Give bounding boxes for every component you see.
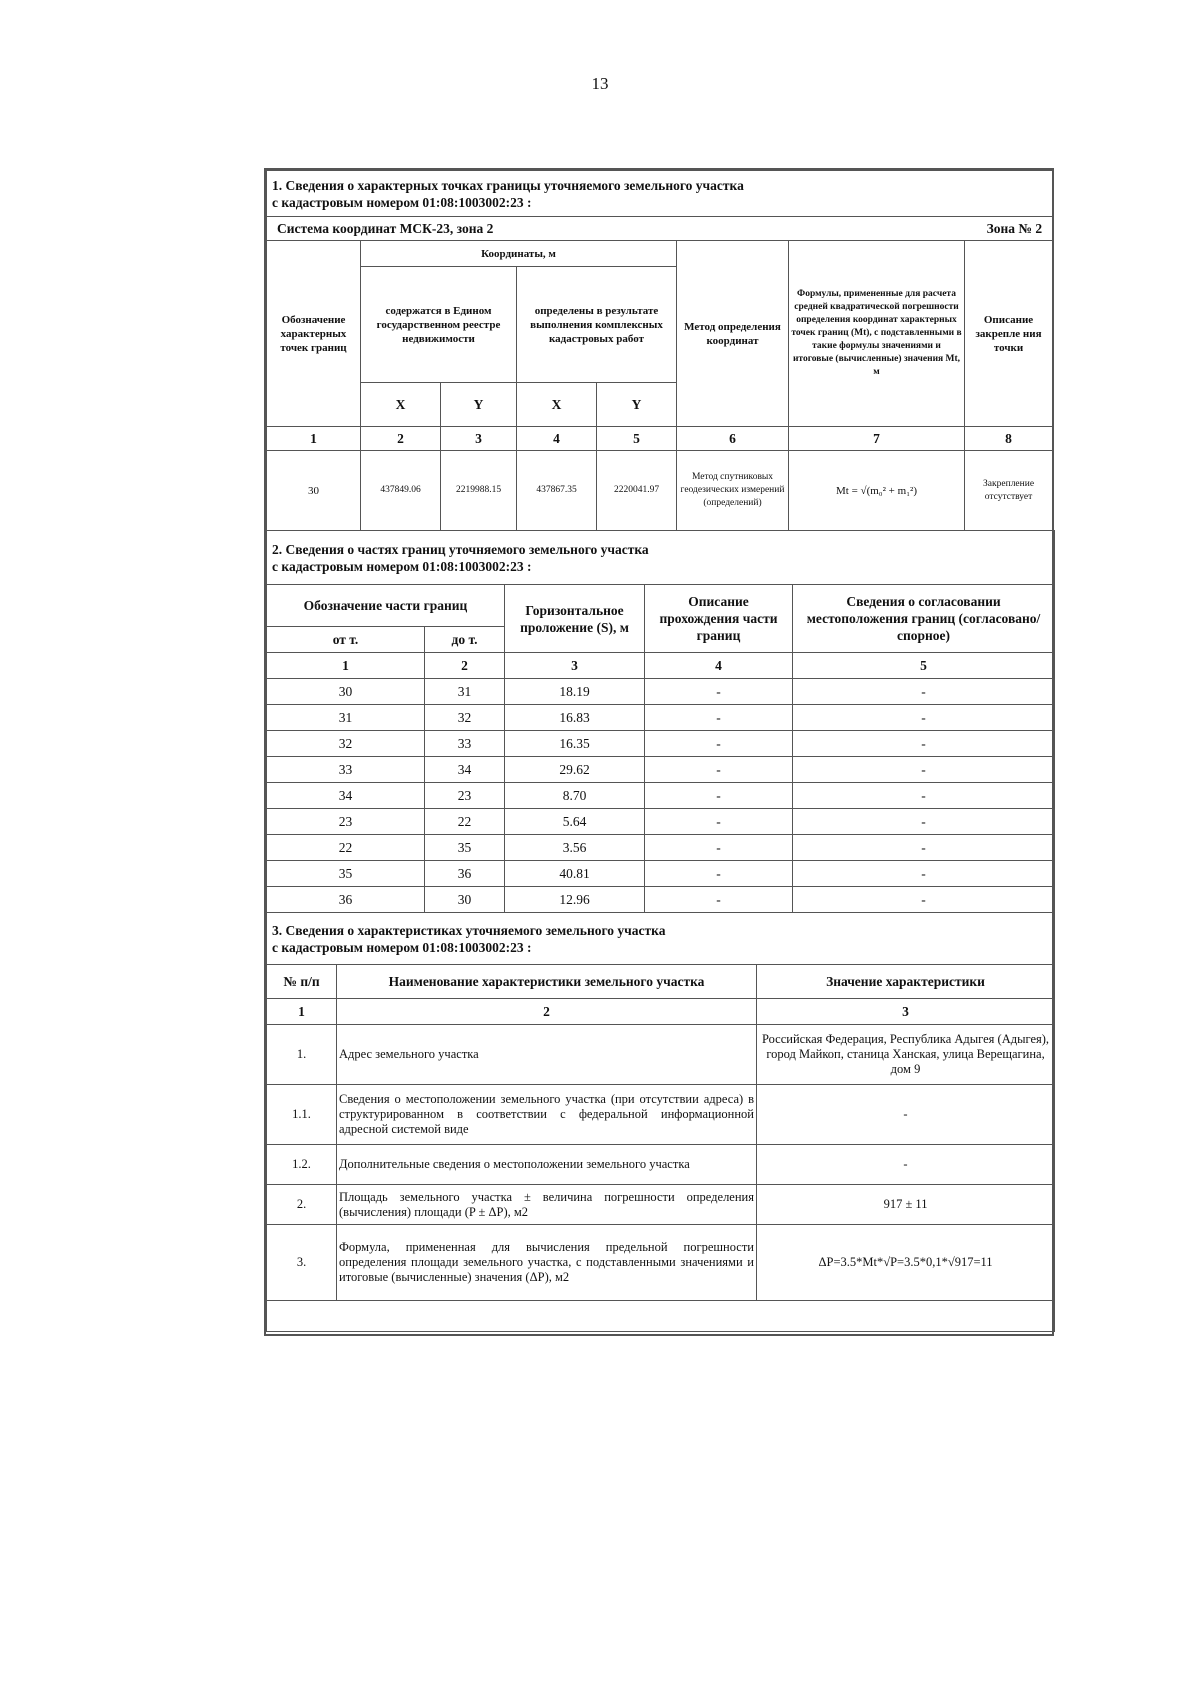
- col-number: 2: [425, 653, 505, 679]
- row-num: 1.1.: [267, 1085, 337, 1145]
- header-designation: Обозначение характерных точек границ: [267, 241, 361, 427]
- col-number: 5: [597, 427, 677, 451]
- from-point: 31: [267, 705, 425, 731]
- from-point: 32: [267, 731, 425, 757]
- table-row: [267, 861, 1055, 887]
- header-formulas: Формулы, примененные для расчета средней квадратической погрешности определения координат характерных точек границ (Mt), с подставленными в такие формулы значениями и итоговые (вычисленные) значения Mt, м: [789, 241, 965, 427]
- char-value: 917 ± 11: [757, 1185, 1055, 1225]
- row-num: 3.: [267, 1225, 337, 1301]
- section1-title: [267, 171, 1053, 217]
- table-row: [267, 1085, 1055, 1145]
- col-number: 1: [267, 999, 337, 1025]
- char-name: Дополнительные сведения о местоположении земельного участка: [337, 1145, 757, 1185]
- passage-desc: -: [645, 757, 793, 783]
- col-number: 1: [267, 427, 361, 451]
- section2-title-line2: с кадастровым номером 01:08:1003002:23 :: [272, 558, 532, 574]
- table-row: [267, 783, 1055, 809]
- table-row: [267, 679, 1055, 705]
- passage-desc: -: [645, 809, 793, 835]
- row-num: 1.2.: [267, 1145, 337, 1185]
- passage-desc: -: [645, 705, 793, 731]
- col-number: 1: [267, 653, 425, 679]
- to-point: 33: [425, 731, 505, 757]
- header-agreement: Сведения о согласовании местоположения границ (согласовано/спорное): [793, 585, 1055, 653]
- section3-title-line2: с кадастровым номером 01:08:1003002:23 :: [272, 939, 532, 955]
- char-name: Адрес земельного участка: [337, 1025, 757, 1085]
- header-to: до т.: [425, 627, 505, 653]
- agreement-value: -: [793, 887, 1055, 913]
- char-value: ΔP=3.5*Mt*√P=3.5*0,1*√917=11: [757, 1225, 1055, 1301]
- table-row: [267, 705, 1055, 731]
- header-name: Наименование характеристики земельного участка: [337, 965, 757, 999]
- to-point: 30: [425, 887, 505, 913]
- row-num: 2.: [267, 1185, 337, 1225]
- passage-desc: -: [645, 861, 793, 887]
- agreement-value: -: [793, 861, 1055, 887]
- distance: 29.62: [505, 757, 645, 783]
- formula-value: Mt = √(m₀² + m₁²): [789, 451, 965, 531]
- to-point: 34: [425, 757, 505, 783]
- table-row: [267, 757, 1055, 783]
- to-point: 32: [425, 705, 505, 731]
- to-point: 22: [425, 809, 505, 835]
- char-value: Российская Федерация, Республика Адыгея (Адыгея), город Майкоп, станица Ханская, улица Верещагина, дом 9: [757, 1025, 1055, 1085]
- col-number: 3: [505, 653, 645, 679]
- char-name: Площадь земельного участка ± величина погрешности определения (вычисления) площади (P ± ΔP), м2: [337, 1185, 757, 1225]
- section1-title-line2: с кадастровым номером 01:08:1003002:23 :: [272, 194, 532, 210]
- header-description: Описание закрепле ния точки: [965, 241, 1053, 427]
- method-value: Метод спутниковых геодезических измерений (определений): [677, 451, 789, 531]
- table-row: [267, 809, 1055, 835]
- header-y2: Y: [597, 383, 677, 427]
- table-row: [267, 887, 1055, 913]
- from-point: 30: [267, 679, 425, 705]
- empty-cell: [267, 1301, 1055, 1332]
- from-point: 34: [267, 783, 425, 809]
- x-determined: 437867.35: [517, 451, 597, 531]
- header-coordinates: Координаты, м: [361, 241, 677, 267]
- distance: 16.83: [505, 705, 645, 731]
- point-name: 30: [267, 451, 361, 531]
- agreement-value: -: [793, 783, 1055, 809]
- agreement-value: -: [793, 809, 1055, 835]
- section3-title: [267, 913, 1055, 965]
- section3-table: [266, 912, 1055, 1332]
- char-value: -: [757, 1085, 1055, 1145]
- col-number: 2: [361, 427, 441, 451]
- table-row: [267, 731, 1055, 757]
- col-number: 3: [441, 427, 517, 451]
- table-row: [267, 1185, 1055, 1225]
- header-x1: X: [361, 383, 441, 427]
- header-x2: X: [517, 383, 597, 427]
- section3-title-line1: 3. Сведения о характеристиках уточняемого земельного участка: [272, 922, 666, 938]
- table-row: [267, 451, 1053, 531]
- from-point: 33: [267, 757, 425, 783]
- page-number: 13: [591, 74, 609, 93]
- header-value: Значение характеристики: [757, 965, 1055, 999]
- section1-table: [266, 170, 1053, 531]
- agreement-value: -: [793, 705, 1055, 731]
- section2-title-line1: 2. Сведения о частях границ уточняемого земельного участка: [272, 541, 649, 557]
- from-point: 23: [267, 809, 425, 835]
- distance: 12.96: [505, 887, 645, 913]
- passage-desc: -: [645, 731, 793, 757]
- y-registry: 2219988.15: [441, 451, 517, 531]
- section1-title-line1: 1. Сведения о характерных точках границы уточняемого земельного участка: [272, 177, 744, 193]
- col-number: 2: [337, 999, 757, 1025]
- header-method: Метод определения координат: [677, 241, 789, 427]
- to-point: 36: [425, 861, 505, 887]
- distance: 3.56: [505, 835, 645, 861]
- passage-desc: -: [645, 835, 793, 861]
- col-number: 4: [517, 427, 597, 451]
- col-number: 3: [757, 999, 1055, 1025]
- col-number: 7: [789, 427, 965, 451]
- section2-col-numbers: [267, 653, 1055, 679]
- to-point: 31: [425, 679, 505, 705]
- header-num: № п/п: [267, 965, 337, 999]
- table-row: [267, 835, 1055, 861]
- distance: 16.35: [505, 731, 645, 757]
- char-value: -: [757, 1145, 1055, 1185]
- col-number: 4: [645, 653, 793, 679]
- y-determined: 2220041.97: [597, 451, 677, 531]
- table-row: [267, 1025, 1055, 1085]
- from-point: 35: [267, 861, 425, 887]
- header-determined: определены в результате выполнения комплексных кадастровых работ: [517, 267, 677, 383]
- from-point: 22: [267, 835, 425, 861]
- section2-title: [267, 531, 1055, 585]
- distance: 5.64: [505, 809, 645, 835]
- header-in-registry: содержатся в Едином государственном реестре недвижимости: [361, 267, 517, 383]
- char-name: Формула, примененная для вычисления предельной погрешности определения площади земельного участка, с подставленными значениями и итоговые (вычисленные) значения (ΔP), м2: [337, 1225, 757, 1301]
- section2-table: [266, 530, 1055, 913]
- agreement-value: -: [793, 757, 1055, 783]
- from-point: 36: [267, 887, 425, 913]
- distance: 40.81: [505, 861, 645, 887]
- passage-desc: -: [645, 887, 793, 913]
- passage-desc: -: [645, 679, 793, 705]
- zone-label: Зона № 2: [789, 217, 1053, 241]
- distance: 8.70: [505, 783, 645, 809]
- fixation-value: Закрепление отсутствует: [965, 451, 1053, 531]
- header-part: Обозначение части границ: [267, 585, 505, 627]
- table-row: [267, 1225, 1055, 1301]
- to-point: 35: [425, 835, 505, 861]
- to-point: 23: [425, 783, 505, 809]
- empty-row: [267, 1301, 1055, 1332]
- char-name: Сведения о местоположении земельного участка (при отсутствии адреса) в структурированном в соответствии с федеральной информационной адресной системой виде: [337, 1085, 757, 1145]
- agreement-value: -: [793, 731, 1055, 757]
- document-frame: [264, 168, 1054, 1336]
- header-from: от т.: [267, 627, 425, 653]
- passage-desc: -: [645, 783, 793, 809]
- coord-system: Система координат МСК-23, зона 2: [267, 217, 789, 241]
- distance: 18.19: [505, 679, 645, 705]
- row-num: 1.: [267, 1025, 337, 1085]
- table-row: [267, 1145, 1055, 1185]
- agreement-value: -: [793, 679, 1055, 705]
- header-horizontal: Горизонтальное проложение (S), м: [505, 585, 645, 653]
- header-y1: Y: [441, 383, 517, 427]
- col-number: 8: [965, 427, 1053, 451]
- x-registry: 437849.06: [361, 451, 441, 531]
- agreement-value: -: [793, 835, 1055, 861]
- section1-col-numbers: [267, 427, 1053, 451]
- header-passage: Описание прохождения части границ: [645, 585, 793, 653]
- col-number: 5: [793, 653, 1055, 679]
- section3-col-numbers: [267, 999, 1055, 1025]
- col-number: 6: [677, 427, 789, 451]
